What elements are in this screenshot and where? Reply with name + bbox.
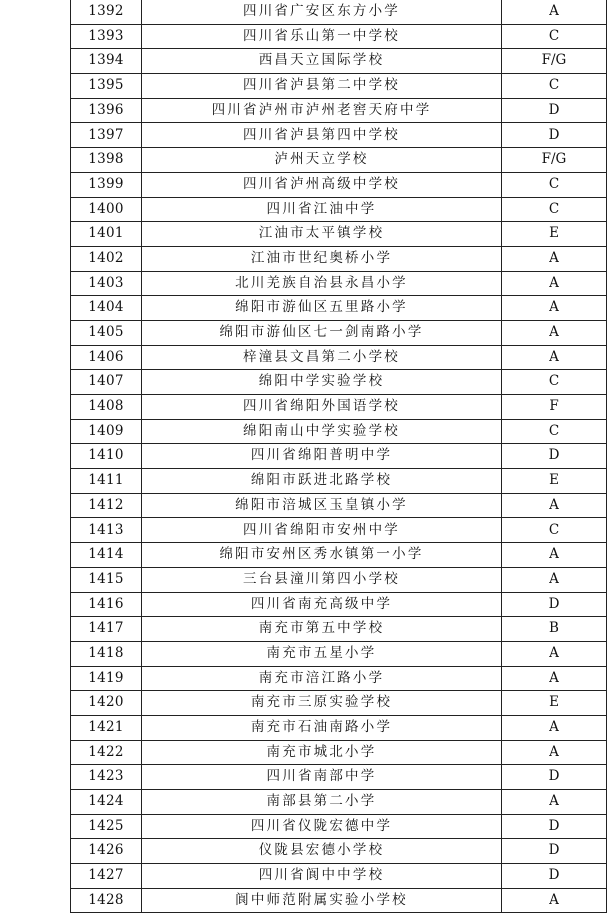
category-cell: A [502, 715, 607, 740]
table-row [71, 740, 607, 765]
table-row [71, 98, 607, 123]
school-name-cell: 四川省绵阳外国语学校 [142, 395, 502, 420]
row-number-cell: 1402 [71, 246, 142, 271]
table-row [71, 715, 607, 740]
category-cell: D [502, 765, 607, 790]
school-name-cell: 四川省绵阳市安州中学 [142, 518, 502, 543]
table-row [71, 543, 607, 568]
table-row [71, 74, 607, 99]
category-cell: E [502, 222, 607, 247]
row-number-cell: 1423 [71, 765, 142, 790]
row-number-cell: 1412 [71, 493, 142, 518]
table-row [71, 222, 607, 247]
school-name-cell: 泸州天立学校 [142, 148, 502, 173]
category-cell: D [502, 592, 607, 617]
row-number-cell: 1411 [71, 469, 142, 494]
category-cell: D [502, 98, 607, 123]
row-number-cell: 1418 [71, 641, 142, 666]
table-row [71, 567, 607, 592]
category-cell: C [502, 197, 607, 222]
row-number-cell: 1422 [71, 740, 142, 765]
category-cell: D [502, 123, 607, 148]
table-row [71, 864, 607, 889]
school-name-cell: 四川省仪陇宏德中学 [142, 814, 502, 839]
category-cell: A [502, 567, 607, 592]
row-number-cell: 1410 [71, 444, 142, 469]
table-row [71, 839, 607, 864]
row-number-cell: 1415 [71, 567, 142, 592]
category-cell: A [502, 345, 607, 370]
school-name-cell: 绵阳市安州区秀水镇第一小学 [142, 543, 502, 568]
row-number-cell: 1404 [71, 296, 142, 321]
school-name-cell: 江油市世纪奥桥小学 [142, 246, 502, 271]
row-number-cell: 1413 [71, 518, 142, 543]
row-number-cell: 1394 [71, 49, 142, 74]
school-roster-body [71, 0, 607, 913]
category-cell: A [502, 888, 607, 913]
school-name-cell: 四川省绵阳普明中学 [142, 444, 502, 469]
table-row [71, 592, 607, 617]
category-cell: A [502, 493, 607, 518]
school-name-cell: 北川羌族自治县永昌小学 [142, 271, 502, 296]
row-number-cell: 1407 [71, 370, 142, 395]
category-cell: C [502, 419, 607, 444]
school-name-cell: 三台县潼川第四小学校 [142, 567, 502, 592]
table-row [71, 246, 607, 271]
category-cell: A [502, 666, 607, 691]
category-cell: E [502, 469, 607, 494]
category-cell: F [502, 395, 607, 420]
category-cell: D [502, 444, 607, 469]
school-name-cell: 绵阳市游仙区五里路小学 [142, 296, 502, 321]
school-name-cell: 南充市三原实验学校 [142, 691, 502, 716]
table-row [71, 617, 607, 642]
row-number-cell: 1426 [71, 839, 142, 864]
row-number-cell: 1427 [71, 864, 142, 889]
school-name-cell: 四川省泸县第四中学校 [142, 123, 502, 148]
table-row [71, 814, 607, 839]
row-number-cell: 1395 [71, 74, 142, 99]
row-number-cell: 1408 [71, 395, 142, 420]
category-cell: A [502, 271, 607, 296]
category-cell: A [502, 740, 607, 765]
school-name-cell: 西昌天立国际学校 [142, 49, 502, 74]
row-number-cell: 1424 [71, 790, 142, 815]
category-cell: C [502, 518, 607, 543]
school-name-cell: 四川省泸县第二中学校 [142, 74, 502, 99]
category-cell: D [502, 814, 607, 839]
category-cell: A [502, 641, 607, 666]
school-name-cell: 绵阳南山中学实验学校 [142, 419, 502, 444]
table-row [71, 148, 607, 173]
table-row [71, 296, 607, 321]
table-row [71, 345, 607, 370]
category-cell: A [502, 0, 607, 24]
school-name-cell: 四川省乐山第一中学校 [142, 24, 502, 49]
row-number-cell: 1398 [71, 148, 142, 173]
table-row [71, 197, 607, 222]
category-cell: C [502, 370, 607, 395]
table-row [71, 666, 607, 691]
table-row [71, 518, 607, 543]
row-number-cell: 1399 [71, 172, 142, 197]
category-cell: C [502, 24, 607, 49]
school-name-cell: 梓潼县文昌第二小学校 [142, 345, 502, 370]
school-name-cell: 绵阳市跃进北路学校 [142, 469, 502, 494]
table-row [71, 172, 607, 197]
school-name-cell: 四川省阆中中学校 [142, 864, 502, 889]
row-number-cell: 1396 [71, 98, 142, 123]
school-name-cell: 四川省广安区东方小学 [142, 0, 502, 24]
row-number-cell: 1420 [71, 691, 142, 716]
row-number-cell: 1417 [71, 617, 142, 642]
school-name-cell: 四川省泸州市泸州老窖天府中学 [142, 98, 502, 123]
row-number-cell: 1403 [71, 271, 142, 296]
school-name-cell: 南部县第二小学 [142, 790, 502, 815]
school-name-cell: 四川省泸州高级中学校 [142, 172, 502, 197]
table-row [71, 444, 607, 469]
row-number-cell: 1406 [71, 345, 142, 370]
school-name-cell: 江油市太平镇学校 [142, 222, 502, 247]
row-number-cell: 1425 [71, 814, 142, 839]
row-number-cell: 1419 [71, 666, 142, 691]
category-cell: F/G [502, 49, 607, 74]
table-row [71, 24, 607, 49]
row-number-cell: 1400 [71, 197, 142, 222]
school-name-cell: 绵阳中学实验学校 [142, 370, 502, 395]
school-name-cell: 绵阳市游仙区七一剑南路小学 [142, 320, 502, 345]
table-row [71, 49, 607, 74]
school-name-cell: 南充市涪江路小学 [142, 666, 502, 691]
school-name-cell: 四川省江油中学 [142, 197, 502, 222]
category-cell: E [502, 691, 607, 716]
category-cell: A [502, 543, 607, 568]
table-row [71, 765, 607, 790]
row-number-cell: 1397 [71, 123, 142, 148]
row-number-cell: 1416 [71, 592, 142, 617]
table-row [71, 419, 607, 444]
row-number-cell: 1393 [71, 24, 142, 49]
table-row [71, 641, 607, 666]
table-row [71, 790, 607, 815]
category-cell: A [502, 246, 607, 271]
table-row [71, 123, 607, 148]
category-cell: A [502, 296, 607, 321]
row-number-cell: 1401 [71, 222, 142, 247]
school-roster-table [70, 0, 607, 913]
category-cell: C [502, 74, 607, 99]
row-number-cell: 1409 [71, 419, 142, 444]
table-row [71, 469, 607, 494]
category-cell: B [502, 617, 607, 642]
table-row [71, 370, 607, 395]
school-name-cell: 绵阳市涪城区玉皇镇小学 [142, 493, 502, 518]
school-name-cell: 仪陇县宏德小学校 [142, 839, 502, 864]
row-number-cell: 1421 [71, 715, 142, 740]
school-name-cell: 南充市第五中学校 [142, 617, 502, 642]
category-cell: F/G [502, 148, 607, 173]
school-name-cell: 四川省南部中学 [142, 765, 502, 790]
row-number-cell: 1405 [71, 320, 142, 345]
school-name-cell: 四川省南充高级中学 [142, 592, 502, 617]
school-name-cell: 南充市五星小学 [142, 641, 502, 666]
table-row [71, 691, 607, 716]
row-number-cell: 1392 [71, 0, 142, 24]
school-name-cell: 南充市石油南路小学 [142, 715, 502, 740]
school-name-cell: 阆中师范附属实验小学校 [142, 888, 502, 913]
category-cell: C [502, 172, 607, 197]
table-row [71, 320, 607, 345]
school-name-cell: 南充市城北小学 [142, 740, 502, 765]
row-number-cell: 1414 [71, 543, 142, 568]
row-number-cell: 1428 [71, 888, 142, 913]
category-cell: A [502, 790, 607, 815]
table-row [71, 493, 607, 518]
category-cell: D [502, 864, 607, 889]
category-cell: A [502, 320, 607, 345]
table-row [71, 271, 607, 296]
table-row [71, 888, 607, 913]
table-row [71, 395, 607, 420]
category-cell: D [502, 839, 607, 864]
table-row [71, 0, 607, 24]
